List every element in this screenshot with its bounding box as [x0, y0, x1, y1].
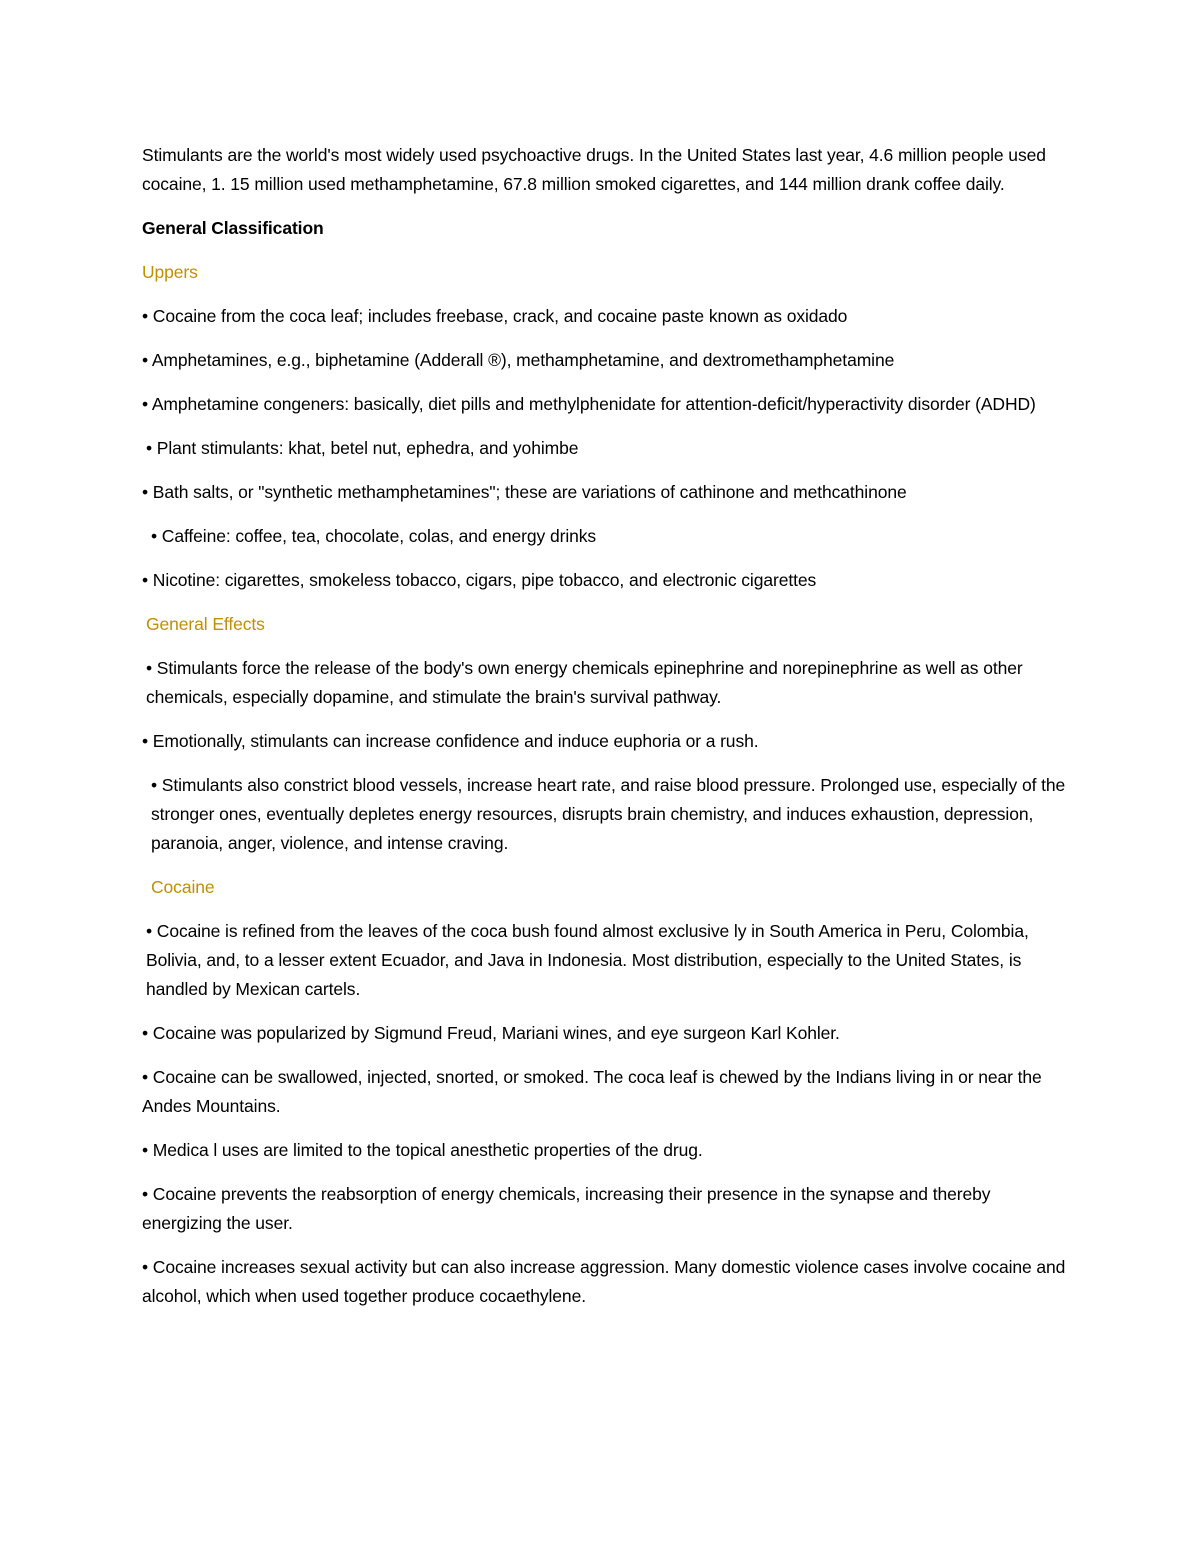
effects-item-emotional: • Emotionally, stimulants can increase confidence and induce euphoria or a rush.: [142, 731, 759, 751]
cocaine-item-routes: • Cocaine can be swallowed, injected, snorted, or smoked. The coca leaf is chewed by the Indians living in or near the Andes Mountains.: [142, 1067, 1042, 1116]
uppers-item-cocaine: • Cocaine from the coca leaf; includes freebase, crack, and cocaine paste known as oxidado: [142, 306, 848, 326]
cocaine-item-aggression: • Cocaine increases sexual activity but can also increase aggression. Many domestic violence cases involve cocaine and alcohol, which when used together produce cocaethylene.: [142, 1257, 1066, 1306]
uppers-item-caffeine: • Caffeine: coffee, tea, chocolate, colas, and energy drinks: [151, 526, 597, 546]
effects-item-constrict: • Stimulants also constrict blood vessels, increase heart rate, and raise blood pressure. Prolonged use, especially of the stronger ones, eventually depletes energy resources, disrupts brain chemistry, and induces exhaustion, depression, paranoia, anger, violence, and intense craving.: [151, 775, 1066, 853]
general-effects-heading: General Effects: [146, 614, 265, 634]
uppers-item-amphetamines: • Amphetamines, e.g., biphetamine (Adderall ®), methamphetamine, and dextromethamphetamine: [142, 350, 895, 370]
uppers-item-plant-stimulants: • Plant stimulants: khat, betel nut, ephedra, and yohimbe: [146, 438, 579, 458]
uppers-heading: Uppers: [142, 262, 198, 282]
effects-item-release: • Stimulants force the release of the body's own energy chemicals epinephrine and norepinephrine as well as other chemicals, especially dopamine, and stimulate the brain's survival pathway.: [146, 658, 1023, 707]
uppers-item-amphetamine-congeners: • Amphetamine congeners: basically, diet pills and methylphenidate for attention-deficit/hyperactivity disorder (ADHD): [142, 394, 1036, 414]
uppers-item-nicotine: • Nicotine: cigarettes, smokeless tobacco, cigars, pipe tobacco, and electronic cigarettes: [142, 570, 817, 590]
cocaine-item-popularized: • Cocaine was popularized by Sigmund Freud, Mariani wines, and eye surgeon Karl Kohler.: [142, 1023, 840, 1043]
cocaine-item-refined: • Cocaine is refined from the leaves of the coca bush found almost exclusive ly in South America in Peru, Colombia, Bolivia, and, to a lesser extent Ecuador, and Java in Indonesia. Most distribution, especially to the United States, is handled by Mexican cartels.: [146, 921, 1029, 999]
general-classification-title: General Classification: [142, 218, 324, 238]
uppers-item-bath-salts: • Bath salts, or "synthetic methamphetamines"; these are variations of cathinone and methcathinone: [142, 482, 907, 502]
document-page: [142, 141, 1072, 1326]
cocaine-item-medical: • Medica l uses are limited to the topical anesthetic properties of the drug.: [142, 1140, 703, 1160]
cocaine-item-reabsorption: • Cocaine prevents the reabsorption of energy chemicals, increasing their presence in the synapse and thereby energizing the user.: [142, 1184, 991, 1233]
intro-paragraph: Stimulants are the world's most widely used psychoactive drugs. In the United States last year, 4.6 million people used cocaine, 1. 15 million used methamphetamine, 67.8 million smoked cigarettes, and 144 million drank coffee daily.: [142, 145, 1046, 194]
cocaine-heading: Cocaine: [151, 877, 215, 897]
